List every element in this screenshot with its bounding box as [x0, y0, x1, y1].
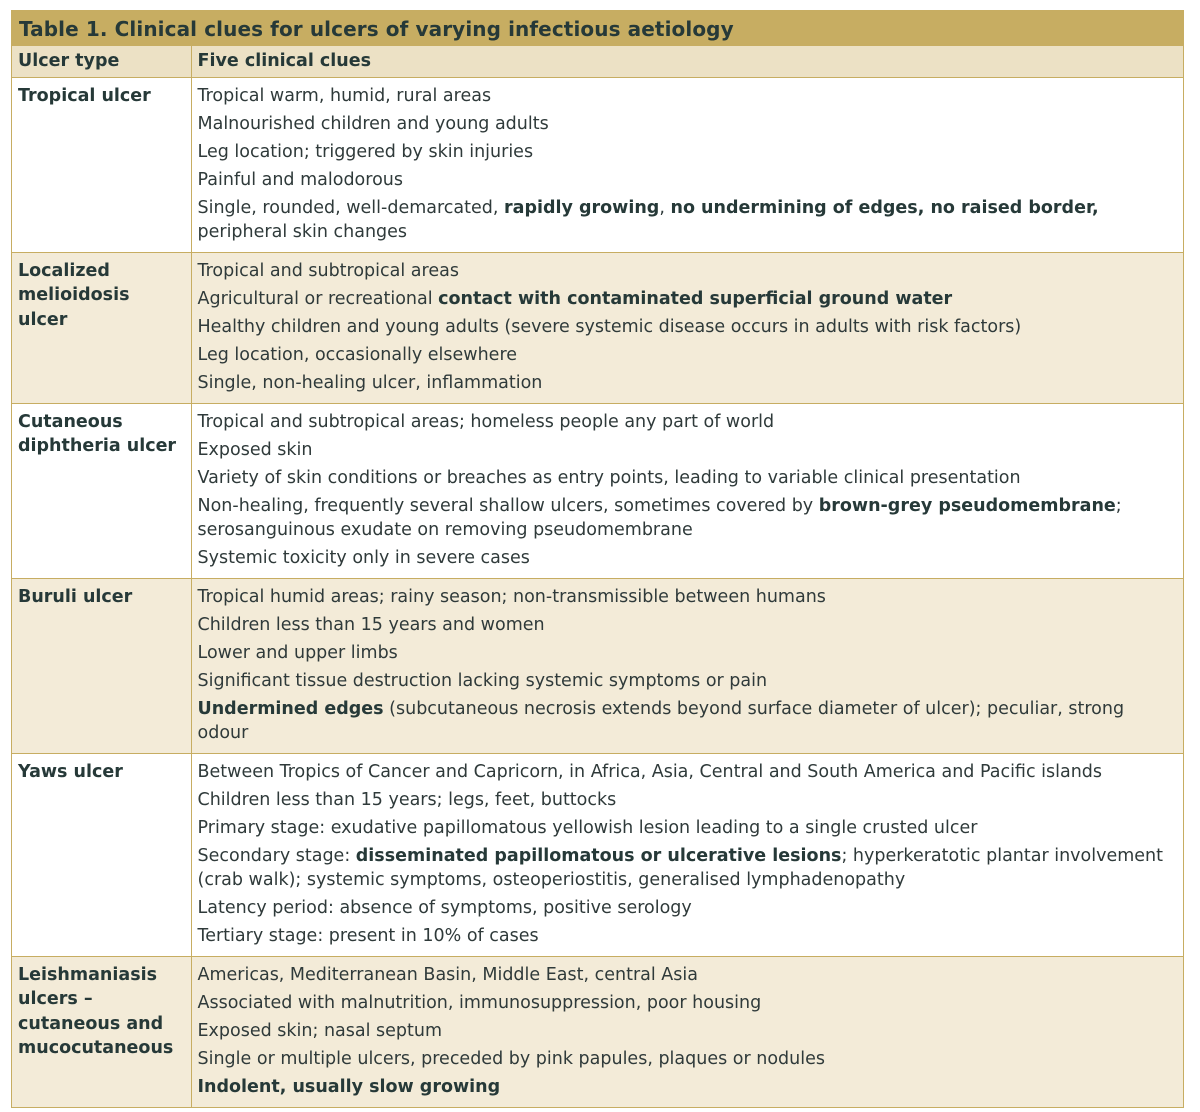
clue-text-bold: no undermining of edges, no raised border,: [670, 197, 1099, 218]
ulcer-type-cell: Tropical ulcer: [12, 77, 191, 252]
clue-text: Latency period: absence of symptoms, positive serology: [197, 897, 692, 918]
clue-text: Non-healing, frequently several shallow ulcers, sometimes covered by: [197, 495, 819, 516]
clue-text: Single or multiple ulcers, preceded by pink papules, plaques or nodules: [197, 1048, 825, 1069]
table-row: [12, 77, 1183, 252]
clue-text: Single, rounded, well-demarcated,: [197, 197, 505, 218]
clinical-clues-table: [12, 46, 1183, 1107]
clinical-clue: [198, 924, 1176, 948]
table-row: [12, 578, 1183, 753]
clue-text: Lower and upper limbs: [197, 642, 398, 663]
clue-text-bold: Undermined edges: [197, 698, 384, 719]
table-row: [12, 252, 1183, 403]
clue-text: peripheral skin changes: [197, 221, 408, 242]
ulcer-type-cell: Yaws ulcer: [12, 753, 191, 956]
clinical-clue: [198, 788, 1176, 812]
clinical-clues-cell: [191, 578, 1183, 753]
clue-text: Painful and malodorous: [197, 169, 403, 190]
clue-text: Exposed skin: [197, 439, 313, 460]
clinical-clue: [198, 410, 1176, 434]
clue-text-bold: disseminated papillomatous or ulcerative lesions: [355, 845, 842, 866]
clinical-clue: [198, 697, 1176, 745]
ulcer-type-cell: Buruli ulcer: [12, 578, 191, 753]
clue-text: Exposed skin; nasal septum: [197, 1020, 443, 1041]
clinical-clue: [198, 1019, 1176, 1043]
clue-text: Agricultural or recreational: [197, 288, 439, 309]
clinical-clue: [198, 991, 1176, 1015]
clinical-clue: [198, 641, 1176, 665]
clue-text: Tertiary stage: present in 10% of cases: [197, 925, 539, 946]
table-header-row: [12, 46, 1183, 77]
clue-text: ; hyperkeratotic plantar involvement (crab walk); systemic symptoms, osteoperiostitis, generalised lymphadenopathy: [197, 845, 1163, 890]
clue-text: Variety of skin conditions or breaches as entry points, leading to variable clinical presentation: [197, 467, 1021, 488]
ulcer-type-cell: Leishmaniasis ulcers – cutaneous and mucocutaneous: [12, 956, 191, 1107]
clinical-clue: [198, 315, 1176, 339]
clue-text: Leg location; triggered by skin injuries: [197, 141, 534, 162]
table-row: [12, 753, 1183, 956]
clinical-clue: [198, 438, 1176, 462]
clinical-clue: [198, 196, 1176, 244]
clue-text: Tropical and subtropical areas; homeless people any part of world: [197, 411, 775, 432]
clue-text: Children less than 15 years and women: [197, 614, 545, 635]
clue-text: Children less than 15 years; legs, feet, buttocks: [197, 789, 617, 810]
clue-text: Malnourished children and young adults: [197, 113, 549, 134]
clue-text: Between Tropics of Cancer and Capricorn, in Africa, Asia, Central and South America and Pacific islands: [197, 761, 1103, 782]
clinical-clue: [198, 168, 1176, 192]
table-title: Table 1. Clinical clues for ulcers of varying infectious aetiology: [12, 11, 1183, 46]
clue-text: ; serosanguinous exudate on removing pseudomembrane: [197, 495, 1122, 540]
clinical-clue: [198, 140, 1176, 164]
clue-text: Healthy children and young adults (severe systemic disease occurs in adults with risk factors): [197, 316, 1022, 337]
clue-text: Primary stage: exudative papillomatous yellowish lesion leading to a single crusted ulcer: [197, 817, 978, 838]
clue-text-bold: Indolent, usually slow growing: [197, 1076, 501, 1097]
clinical-clue: [198, 112, 1176, 136]
clinical-clue: [198, 585, 1176, 609]
clue-text-bold: brown-grey pseudomembrane: [818, 495, 1116, 516]
column-header-clinical-clues: Five clinical clues: [191, 46, 1183, 77]
clue-text-bold: contact with contaminated superficial ground water: [438, 288, 953, 309]
clue-text: Americas, Mediterranean Basin, Middle East, central Asia: [197, 964, 698, 985]
clinical-clue: [198, 1075, 1176, 1099]
clinical-clue: [198, 259, 1176, 283]
clue-text: Tropical warm, humid, rural areas: [197, 85, 492, 106]
clinical-clue: [198, 287, 1176, 311]
clinical-clues-table-container: [11, 10, 1184, 1108]
clue-text: Single, non-healing ulcer, inflammation: [197, 372, 543, 393]
ulcer-type-cell: Cutaneous diphtheria ulcer: [12, 403, 191, 578]
clinical-clue: [198, 816, 1176, 840]
clue-text: Systemic toxicity only in severe cases: [197, 547, 530, 568]
clue-text-bold: rapidly growing: [504, 197, 660, 218]
clinical-clue: [198, 546, 1176, 570]
clinical-clue: [198, 963, 1176, 987]
clinical-clue: [198, 613, 1176, 637]
table-body: [12, 77, 1183, 1107]
clinical-clue: [198, 1047, 1176, 1071]
clinical-clue: [198, 371, 1176, 395]
clinical-clues-cell: [191, 252, 1183, 403]
clue-text: ,: [659, 197, 671, 218]
clinical-clues-cell: [191, 403, 1183, 578]
clue-text: Secondary stage:: [197, 845, 356, 866]
clinical-clue: [198, 494, 1176, 542]
clinical-clue: [198, 844, 1176, 892]
clue-text: Significant tissue destruction lacking systemic symptoms or pain: [197, 670, 768, 691]
table-row: [12, 956, 1183, 1107]
clinical-clue: [198, 84, 1176, 108]
clinical-clues-cell: [191, 956, 1183, 1107]
column-header-ulcer-type: Ulcer type: [12, 46, 191, 77]
clinical-clue: [198, 669, 1176, 693]
clinical-clue: [198, 466, 1176, 490]
clinical-clue: [198, 343, 1176, 367]
table-row: [12, 403, 1183, 578]
ulcer-type-cell: Localized melioidosis ulcer: [12, 252, 191, 403]
clue-text: Leg location, occasionally elsewhere: [197, 344, 518, 365]
clinical-clue: [198, 896, 1176, 920]
clue-text: Tropical humid areas; rainy season; non-transmissible between humans: [197, 586, 826, 607]
clinical-clues-cell: [191, 77, 1183, 252]
clue-text: (subcutaneous necrosis extends beyond surface diameter of ulcer); peculiar, strong odour: [197, 698, 1125, 743]
clinical-clue: [198, 760, 1176, 784]
clue-text: Associated with malnutrition, immunosuppression, poor housing: [197, 992, 762, 1013]
clinical-clues-cell: [191, 753, 1183, 956]
clue-text: Tropical and subtropical areas: [197, 260, 459, 281]
